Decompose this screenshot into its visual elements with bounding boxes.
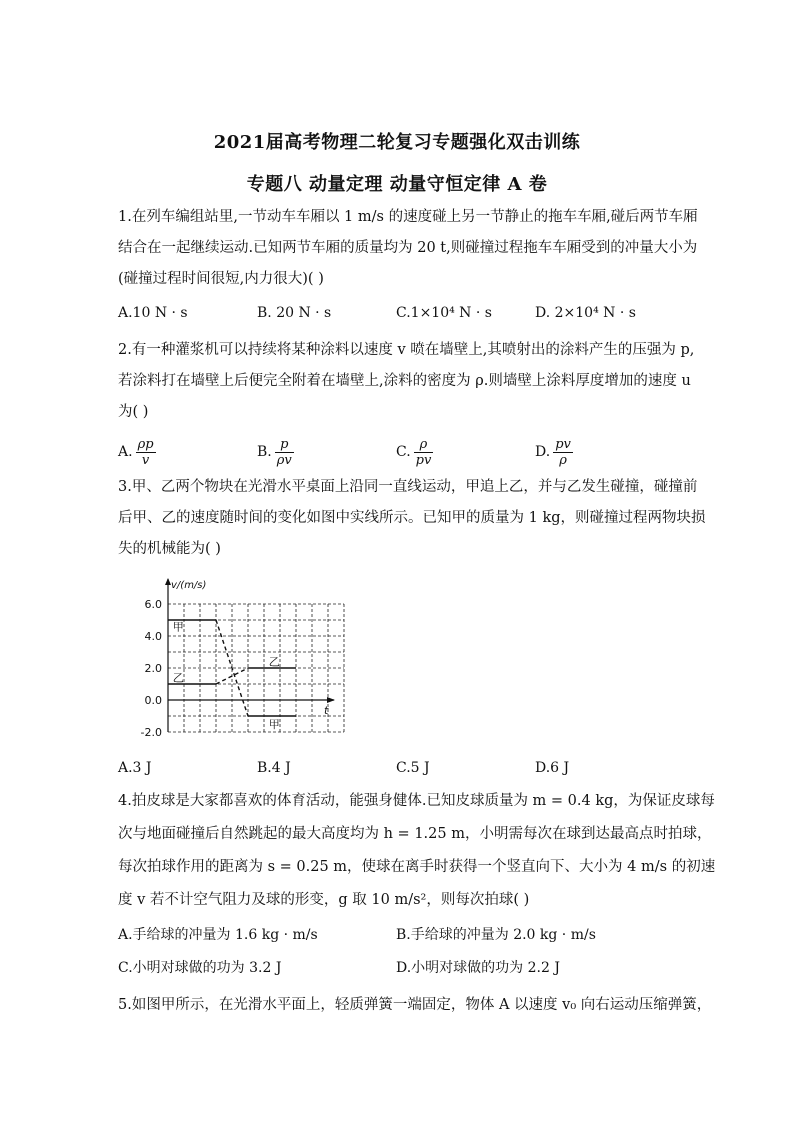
page-title: 2021届高考物理二轮复习专题强化双击训练	[213, 132, 581, 153]
series-annotation: 甲	[268, 718, 280, 731]
y-tick-label: 4.0	[144, 630, 162, 643]
option-label: B.	[257, 444, 272, 460]
question-1-line: 1.在列车编组站里,一节动车车厢以 1 m/s 的速度碰上另一节静止的拖车车厢,碰后两节车厢	[118, 209, 698, 225]
question-3-options	[118, 760, 678, 786]
option-a[interactable]: A.3 J	[118, 760, 152, 776]
question-4-options	[118, 957, 678, 983]
question-4-line: 次与地面碰撞后自然跳起的最大高度均为 h = 1.25 m，小明需每次在球到达最高点时拍球，	[118, 826, 712, 842]
y-axis-label: v/(m/s)	[171, 580, 207, 591]
question-4	[118, 785, 716, 917]
question-5-line: 5.如图甲所示，在光滑水平面上，轻质弹簧一端固定，物体 A 以速度 v₀ 向右运动压缩弹簧，	[118, 997, 712, 1013]
option-b[interactable]: B.4 J	[257, 760, 291, 776]
fraction	[414, 437, 434, 468]
fraction	[553, 437, 573, 468]
y-tick-label: 6.0	[144, 598, 162, 611]
option-c[interactable]: C.1×10⁴ N · s	[396, 305, 492, 321]
question-1-options	[118, 305, 678, 331]
option-d[interactable]: D.6 J	[535, 760, 570, 776]
question-4-line: 4.拍皮球是大家都喜欢的体育活动，能强身健体.已知皮球质量为 m = 0.4 kg，为保证皮球每	[118, 793, 715, 809]
fraction	[136, 437, 156, 468]
chart-axes	[165, 578, 335, 732]
question-4-line: 每次拍球作用的距离为 s = 0.25 m，使球在离手时获得一个竖直向下、大小为 4 m/s 的初速	[118, 859, 716, 875]
question-5	[118, 990, 712, 1021]
series-annotation: 乙	[172, 671, 184, 685]
fraction-numerator: p	[275, 437, 294, 453]
question-3-line: 后甲、乙的速度随时间的变化如图中实线所示。已知甲的质量为 1 kg，则碰撞过程两物块损	[118, 510, 706, 526]
option-b[interactable]: B. 20 N · s	[257, 305, 332, 321]
question-2	[118, 335, 695, 428]
option-c[interactable]	[396, 432, 433, 472]
velocity-time-chart	[130, 575, 350, 745]
fraction-numerator: ρp	[137, 436, 154, 452]
option-label: A.	[118, 444, 133, 460]
question-3-line: 3.甲、乙两个物块在光滑水平桌面上沿同一直线运动，甲追上乙，并与乙发生碰撞，碰撞前	[118, 479, 698, 495]
question-2-line: 2.有一种灌浆机可以持续将某种涂料以速度 v 喷在墙壁上,其喷射出的涂料产生的压强为 p,	[118, 342, 695, 358]
y-tick-label: 0.0	[144, 694, 162, 707]
series-annotation: 乙	[268, 655, 280, 669]
question-4-options	[118, 924, 678, 950]
series-annotation: 甲	[172, 620, 184, 634]
option-d[interactable]: D. 2×10⁴ N · s	[535, 305, 636, 321]
question-2-line: 若涂料打在墙壁上后便完全附着在墙壁上,涂料的密度为 ρ.则墙壁上涂料厚度增加的速度 u	[118, 373, 691, 389]
option-c[interactable]: C.5 J	[396, 760, 430, 776]
fraction-numerator: ρ	[414, 437, 434, 453]
question-4-line: 度 v 若不计空气阻力及球的形变，g 取 10 m/s²，则每次拍球( )	[118, 892, 530, 908]
fraction-denominator: ρv	[276, 452, 292, 468]
option-d[interactable]	[535, 432, 573, 472]
option-a[interactable]: A.手给球的冲量为 1.6 kg · m/s	[118, 927, 318, 943]
fraction-denominator: v	[141, 452, 150, 468]
option-b[interactable]	[257, 432, 294, 472]
option-a[interactable]	[118, 432, 156, 472]
option-d[interactable]: D.小明对球做的功为 2.2 J	[396, 960, 560, 976]
page-subtitle: 专题八 动量定理 动量守恒定律 A 卷	[246, 174, 548, 195]
fraction-denominator: pv	[415, 452, 432, 468]
y-tick-label: -2.0	[140, 726, 162, 739]
option-label: C.	[396, 444, 411, 460]
fraction-denominator: ρ	[559, 452, 567, 468]
question-1-line: (碰撞过程时间很短,内力很大)( )	[118, 271, 324, 287]
y-tick-label: 2.0	[144, 662, 162, 675]
option-label: D.	[535, 444, 551, 460]
x-axis-arrow	[327, 697, 335, 703]
question-2-line: 为( )	[118, 404, 149, 420]
question-1-line: 结合在一起继续运动.已知两节车厢的质量均为 20 t,则碰撞过程拖车车厢受到的冲量大小为	[118, 240, 698, 256]
fraction-numerator: pv	[555, 436, 571, 452]
question-2-options	[118, 432, 678, 472]
question-1	[118, 202, 698, 295]
question-3	[118, 472, 706, 565]
option-b[interactable]: B.手给球的冲量为 2.0 kg · m/s	[396, 927, 596, 943]
x-axis-label: t	[324, 704, 329, 717]
question-3-line: 失的机械能为( )	[118, 541, 221, 557]
fraction	[275, 437, 294, 468]
option-c[interactable]: C.小明对球做的功为 3.2 J	[118, 960, 282, 976]
option-a[interactable]: A.10 N · s	[118, 305, 188, 321]
